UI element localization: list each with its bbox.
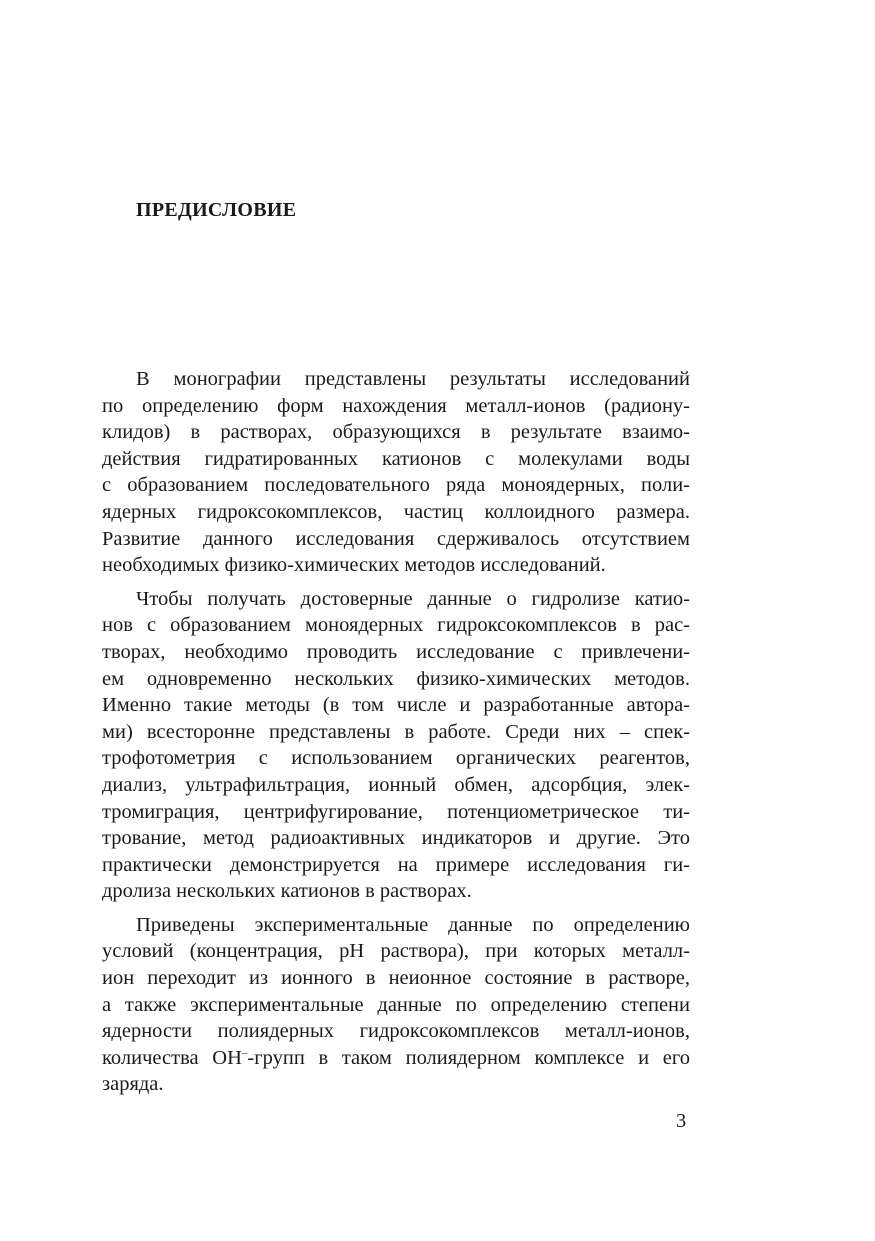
text-line: Именно такие методы (в том числе и разработанные автора- — [102, 694, 690, 717]
text-line: необходимых физико-химических методов исследований. — [102, 554, 606, 577]
text-line: трофотометрия с использованием органических реагентов, — [102, 747, 690, 770]
text-line: В монографии представлены результаты исследований — [136, 368, 690, 390]
preface-body — [102, 366, 690, 1098]
text-line: практически демонстрируется на примере исследования ги- — [102, 853, 690, 876]
text-line: творах, необходимо проводить исследование с привлечени- — [102, 640, 690, 663]
page-number: 3 — [676, 1110, 687, 1132]
text-line: тромиграция, центрифугирование, потенциометрическое ти- — [102, 800, 690, 823]
paragraph-3 — [102, 912, 690, 1098]
text-line: трование, метод радиоактивных индикаторов и другие. Это — [102, 827, 690, 850]
text-line: действия гидратированных катионов с молекулами воды — [102, 447, 690, 470]
text-line-rest: -групп в таком полиядерном комплексе и его — [247, 1046, 690, 1069]
text-line: ядерных гидроксокомплексов, частиц коллоидного размера. — [102, 500, 690, 523]
hydroxide-formula: количества OH — [102, 1046, 242, 1069]
text-line — [102, 1045, 690, 1072]
text-line: ми) всесторонне представлены в работе. Среди них – спек- — [102, 720, 690, 743]
text-line: клидов) в растворах, образующихся в результате взаимо- — [102, 421, 690, 444]
text-line: условий (концентрация, pH раствора), при которых металл- — [102, 940, 690, 963]
text-line: Приведены экспериментальные данные по определению — [136, 913, 690, 936]
text-line: по определению форм нахождения металл-ионов (радиону- — [102, 394, 690, 417]
paragraph-2 — [102, 586, 690, 905]
text-line: с образованием последовательного ряда моноядерных, поли- — [102, 474, 690, 497]
text-line: а также экспериментальные данные по определению степени — [102, 993, 690, 1016]
text-line: диализ, ультрафильтрация, ионный обмен, адсорбция, элек- — [102, 773, 690, 796]
text-line: нов с образованием моноядерных гидроксокомплексов в рас- — [102, 614, 690, 637]
text-line: ион переходит из ионного в неионное состояние в растворе, — [102, 967, 690, 990]
text-line: Развитие данного исследования сдерживалось отсутствием — [102, 527, 690, 550]
paragraph-1 — [102, 366, 690, 579]
text-line: ем одновременно нескольких физико-химических методов. — [102, 667, 690, 690]
text-line: Чтобы получать достоверные данные о гидролизе катио- — [136, 587, 690, 610]
text-line: заряда. — [102, 1073, 164, 1096]
charge-superscript: – — [241, 1046, 248, 1059]
text-line: дролиза нескольких катионов в растворах. — [102, 880, 472, 903]
text-line: ядерности полиядерных гидроксокомплексов металл-ионов, — [102, 1020, 690, 1043]
page-title: ПРЕДИСЛОВИЕ — [136, 199, 297, 221]
